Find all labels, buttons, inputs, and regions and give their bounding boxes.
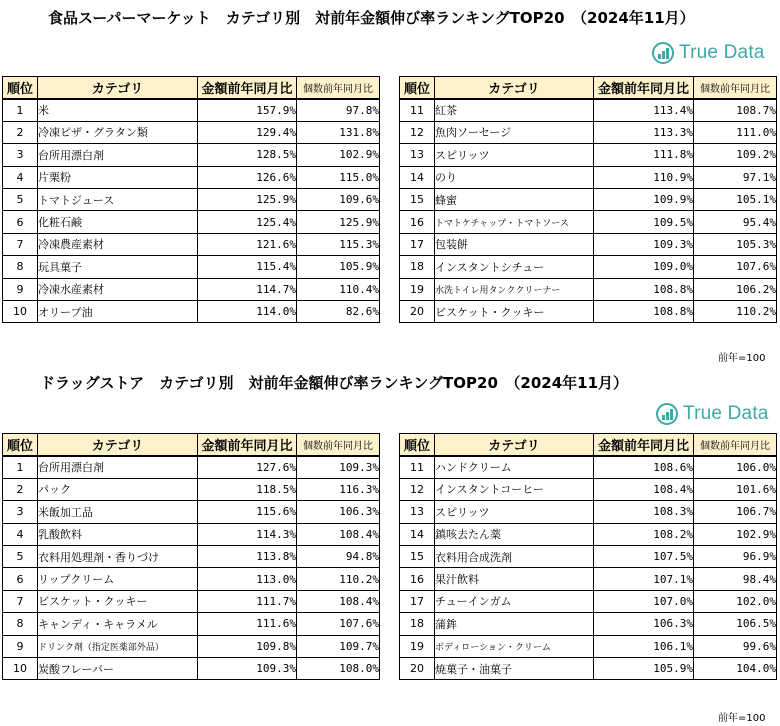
- amount-cell: 157.9%: [198, 99, 297, 121]
- count-cell: 108.4%: [297, 523, 380, 545]
- rank-cell: 9: [3, 278, 38, 300]
- amount-cell: 111.6%: [198, 613, 297, 635]
- logo-text: True Data: [679, 42, 765, 63]
- rank-cell: 20: [400, 657, 435, 679]
- rank-cell: 17: [400, 233, 435, 255]
- table-row: [400, 188, 777, 210]
- amount-cell: 111.8%: [594, 144, 694, 166]
- table-row: [400, 256, 777, 278]
- amount-cell: 107.0%: [594, 590, 694, 612]
- table-row: [400, 545, 777, 567]
- rank-cell: 2: [3, 478, 38, 500]
- rank-cell: 9: [3, 635, 38, 657]
- rank-cell: 17: [400, 590, 435, 612]
- table-row: [3, 121, 380, 143]
- drugstore-table-right: [399, 433, 777, 680]
- amount-cell: 105.9%: [594, 657, 694, 679]
- table-row: [3, 523, 380, 545]
- count-cell: 115.3%: [297, 233, 380, 255]
- header-category: カテゴリ: [435, 434, 594, 456]
- count-cell: 95.4%: [694, 211, 777, 233]
- amount-cell: 108.3%: [594, 501, 694, 523]
- table-row: [400, 233, 777, 255]
- drugstore-table-left: [2, 433, 380, 680]
- category-cell: 台所用漂白剤: [38, 456, 198, 478]
- table-row: [3, 99, 380, 121]
- category-cell: のり: [435, 166, 594, 188]
- count-cell: 109.7%: [297, 635, 380, 657]
- amount-cell: 108.4%: [594, 478, 694, 500]
- amount-cell: 110.9%: [594, 166, 694, 188]
- count-cell: 97.8%: [297, 99, 380, 121]
- category-cell: 米飯加工品: [38, 501, 198, 523]
- count-cell: 131.8%: [297, 121, 380, 143]
- header-category: カテゴリ: [38, 434, 198, 456]
- header-count: 個数前年同月比: [297, 77, 380, 99]
- supermarket-table-right: [399, 76, 777, 323]
- category-cell: ビスケット・クッキー: [38, 590, 198, 612]
- rank-cell: 1: [3, 456, 38, 478]
- section1-note: 前年=100: [718, 353, 766, 364]
- category-cell: 冷凍水産素材: [38, 278, 198, 300]
- table-row: [400, 121, 777, 143]
- category-cell: キャンディ・キャラメル: [38, 613, 198, 635]
- table-row: [400, 456, 777, 478]
- amount-cell: 118.5%: [198, 478, 297, 500]
- rank-cell: 6: [3, 211, 38, 233]
- count-cell: 96.9%: [694, 545, 777, 567]
- count-cell: 98.4%: [694, 568, 777, 590]
- table-row: [3, 144, 380, 166]
- rank-cell: 7: [3, 590, 38, 612]
- rank-cell: 10: [3, 657, 38, 679]
- count-cell: 115.0%: [297, 166, 380, 188]
- category-cell: ボディローション・クリーム: [435, 635, 594, 657]
- table-row: [3, 635, 380, 657]
- amount-cell: 109.9%: [594, 188, 694, 210]
- category-cell: 化粧石鹸: [38, 211, 198, 233]
- header-count: 個数前年同月比: [297, 434, 380, 456]
- table-row: [400, 568, 777, 590]
- table-row: [400, 501, 777, 523]
- amount-cell: 106.3%: [594, 613, 694, 635]
- rank-cell: 8: [3, 613, 38, 635]
- category-cell: オリーブ油: [38, 300, 198, 322]
- table-row: [3, 590, 380, 612]
- rank-cell: 2: [3, 121, 38, 143]
- amount-cell: 107.5%: [594, 545, 694, 567]
- count-cell: 99.6%: [694, 635, 777, 657]
- header-amount: 金額前年同月比: [198, 434, 297, 456]
- category-cell: チューインガム: [435, 590, 594, 612]
- table-row: [400, 478, 777, 500]
- category-cell: 紅茶: [435, 99, 594, 121]
- count-cell: 102.9%: [694, 523, 777, 545]
- count-cell: 106.2%: [694, 278, 777, 300]
- table-row: [400, 99, 777, 121]
- category-cell: 炭酸フレーバー: [38, 657, 198, 679]
- table-row: [400, 300, 777, 322]
- bar-chart-circle-icon: [656, 403, 678, 425]
- count-cell: 106.3%: [297, 501, 380, 523]
- category-cell: 片栗粉: [38, 166, 198, 188]
- count-cell: 110.2%: [694, 300, 777, 322]
- category-cell: ビスケット・クッキー: [435, 300, 594, 322]
- rank-cell: 14: [400, 166, 435, 188]
- count-cell: 104.0%: [694, 657, 777, 679]
- table-row: [400, 657, 777, 679]
- table-row: [400, 278, 777, 300]
- count-cell: 107.6%: [297, 613, 380, 635]
- header-rank: 順位: [3, 77, 38, 99]
- rank-cell: 19: [400, 278, 435, 300]
- rank-cell: 10: [3, 300, 38, 322]
- amount-cell: 111.7%: [198, 590, 297, 612]
- table-row: [3, 568, 380, 590]
- category-cell: スピリッツ: [435, 144, 594, 166]
- amount-cell: 113.8%: [198, 545, 297, 567]
- count-cell: 110.4%: [297, 278, 380, 300]
- category-cell: インスタントコーヒー: [435, 478, 594, 500]
- count-cell: 106.0%: [694, 456, 777, 478]
- amount-cell: 126.6%: [198, 166, 297, 188]
- category-cell: 焼菓子・油菓子: [435, 657, 594, 679]
- amount-cell: 113.4%: [594, 99, 694, 121]
- table-row: [3, 300, 380, 322]
- header-category: カテゴリ: [435, 77, 594, 99]
- header-count: 個数前年同月比: [694, 77, 777, 99]
- category-cell: ハンドクリーム: [435, 456, 594, 478]
- header-category: カテゴリ: [38, 77, 198, 99]
- category-cell: 水洗トイレ用タンククリーナー: [435, 278, 594, 300]
- rank-cell: 14: [400, 523, 435, 545]
- category-cell: 冷凍ピザ・グラタン類: [38, 121, 198, 143]
- category-cell: 衣料用合成洗剤: [435, 545, 594, 567]
- rank-cell: 4: [3, 166, 38, 188]
- header-rank: 順位: [3, 434, 38, 456]
- table-row: [3, 501, 380, 523]
- table-row: [3, 188, 380, 210]
- header-rank: 順位: [400, 434, 435, 456]
- category-cell: ドリンク剤（指定医薬部外品）: [38, 635, 198, 657]
- header-rank: 順位: [400, 77, 435, 99]
- table-row: [400, 144, 777, 166]
- rank-cell: 15: [400, 188, 435, 210]
- rank-cell: 1: [3, 99, 38, 121]
- rank-cell: 12: [400, 478, 435, 500]
- category-cell: 米: [38, 99, 198, 121]
- table-row: [3, 545, 380, 567]
- count-cell: 97.1%: [694, 166, 777, 188]
- amount-cell: 121.6%: [198, 233, 297, 255]
- header-amount: 金額前年同月比: [594, 434, 694, 456]
- count-cell: 102.9%: [297, 144, 380, 166]
- amount-cell: 109.3%: [198, 657, 297, 679]
- amount-cell: 113.3%: [594, 121, 694, 143]
- rank-cell: 8: [3, 256, 38, 278]
- true-data-logo: [656, 399, 769, 429]
- category-cell: 魚肉ソーセージ: [435, 121, 594, 143]
- logo-text: True Data: [683, 403, 769, 424]
- category-cell: トマトケチャップ・トマトソース: [435, 211, 594, 233]
- section2-note: 前年=100: [718, 713, 766, 724]
- count-cell: 105.3%: [694, 233, 777, 255]
- category-cell: 台所用漂白剤: [38, 144, 198, 166]
- category-cell: 乳酸飲料: [38, 523, 198, 545]
- table-row: [3, 613, 380, 635]
- amount-cell: 109.5%: [594, 211, 694, 233]
- table-row: [400, 613, 777, 635]
- amount-cell: 108.8%: [594, 300, 694, 322]
- table-header-row: [400, 434, 777, 456]
- amount-cell: 109.0%: [594, 256, 694, 278]
- table-row: [3, 256, 380, 278]
- table-row: [3, 478, 380, 500]
- category-cell: 玩具菓子: [38, 256, 198, 278]
- amount-cell: 114.3%: [198, 523, 297, 545]
- table-row: [400, 211, 777, 233]
- supermarket-table-left: [2, 76, 380, 323]
- count-cell: 94.8%: [297, 545, 380, 567]
- count-cell: 108.7%: [694, 99, 777, 121]
- category-cell: 冷凍農産素材: [38, 233, 198, 255]
- count-cell: 102.0%: [694, 590, 777, 612]
- count-cell: 110.2%: [297, 568, 380, 590]
- count-cell: 82.6%: [297, 300, 380, 322]
- amount-cell: 128.5%: [198, 144, 297, 166]
- rank-cell: 4: [3, 523, 38, 545]
- rank-cell: 13: [400, 144, 435, 166]
- table-row: [400, 635, 777, 657]
- category-cell: トマトジュース: [38, 188, 198, 210]
- table-row: [400, 166, 777, 188]
- count-cell: 125.9%: [297, 211, 380, 233]
- category-cell: 蜂蜜: [435, 188, 594, 210]
- amount-cell: 106.1%: [594, 635, 694, 657]
- amount-cell: 107.1%: [594, 568, 694, 590]
- count-cell: 106.7%: [694, 501, 777, 523]
- category-cell: 果汁飲料: [435, 568, 594, 590]
- rank-cell: 19: [400, 635, 435, 657]
- header-amount: 金額前年同月比: [198, 77, 297, 99]
- table-header-row: [3, 434, 380, 456]
- rank-cell: 13: [400, 501, 435, 523]
- rank-cell: 12: [400, 121, 435, 143]
- amount-cell: 127.6%: [198, 456, 297, 478]
- amount-cell: 114.7%: [198, 278, 297, 300]
- category-cell: パック: [38, 478, 198, 500]
- rank-cell: 3: [3, 144, 38, 166]
- rank-cell: 7: [3, 233, 38, 255]
- amount-cell: 129.4%: [198, 121, 297, 143]
- category-cell: 衣料用処理剤・香りづけ: [38, 545, 198, 567]
- table-row: [3, 278, 380, 300]
- category-cell: インスタントシチュー: [435, 256, 594, 278]
- count-cell: 108.0%: [297, 657, 380, 679]
- amount-cell: 114.0%: [198, 300, 297, 322]
- category-cell: 蒲鉾: [435, 613, 594, 635]
- table-row: [3, 657, 380, 679]
- category-cell: 包装餅: [435, 233, 594, 255]
- rank-cell: 18: [400, 613, 435, 635]
- table-row: [400, 590, 777, 612]
- rank-cell: 16: [400, 568, 435, 590]
- section2-title: ドラッグストア カテゴリ別 対前年金額伸び率ランキングTOP20 （2024年11月）: [40, 374, 629, 392]
- table-row: [3, 456, 380, 478]
- rank-cell: 20: [400, 300, 435, 322]
- category-cell: 鎮咳去たん薬: [435, 523, 594, 545]
- count-cell: 101.6%: [694, 478, 777, 500]
- amount-cell: 125.4%: [198, 211, 297, 233]
- category-cell: リップクリーム: [38, 568, 198, 590]
- rank-cell: 5: [3, 188, 38, 210]
- rank-cell: 15: [400, 545, 435, 567]
- true-data-logo: [652, 38, 765, 68]
- count-cell: 106.5%: [694, 613, 777, 635]
- table-header-row: [400, 77, 777, 99]
- table-row: [3, 233, 380, 255]
- count-cell: 109.2%: [694, 144, 777, 166]
- count-cell: 107.6%: [694, 256, 777, 278]
- table-row: [400, 523, 777, 545]
- rank-cell: 11: [400, 456, 435, 478]
- amount-cell: 113.0%: [198, 568, 297, 590]
- rank-cell: 6: [3, 568, 38, 590]
- section1-title: 食品スーパーマーケット カテゴリ別 対前年金額伸び率ランキングTOP20 （2024年11月）: [48, 9, 695, 27]
- rank-cell: 16: [400, 211, 435, 233]
- rank-cell: 11: [400, 99, 435, 121]
- amount-cell: 115.4%: [198, 256, 297, 278]
- amount-cell: 109.3%: [594, 233, 694, 255]
- amount-cell: 108.8%: [594, 278, 694, 300]
- count-cell: 108.4%: [297, 590, 380, 612]
- amount-cell: 115.6%: [198, 501, 297, 523]
- count-cell: 109.3%: [297, 456, 380, 478]
- table-header-row: [3, 77, 380, 99]
- rank-cell: 5: [3, 545, 38, 567]
- table-row: [3, 211, 380, 233]
- bar-chart-circle-icon: [652, 42, 674, 64]
- amount-cell: 125.9%: [198, 188, 297, 210]
- amount-cell: 108.6%: [594, 456, 694, 478]
- category-cell: スピリッツ: [435, 501, 594, 523]
- amount-cell: 108.2%: [594, 523, 694, 545]
- count-cell: 116.3%: [297, 478, 380, 500]
- rank-cell: 18: [400, 256, 435, 278]
- amount-cell: 109.8%: [198, 635, 297, 657]
- rank-cell: 3: [3, 501, 38, 523]
- table-row: [3, 166, 380, 188]
- header-amount: 金額前年同月比: [594, 77, 694, 99]
- count-cell: 105.1%: [694, 188, 777, 210]
- count-cell: 109.6%: [297, 188, 380, 210]
- count-cell: 105.9%: [297, 256, 380, 278]
- header-count: 個数前年同月比: [694, 434, 777, 456]
- count-cell: 111.0%: [694, 121, 777, 143]
